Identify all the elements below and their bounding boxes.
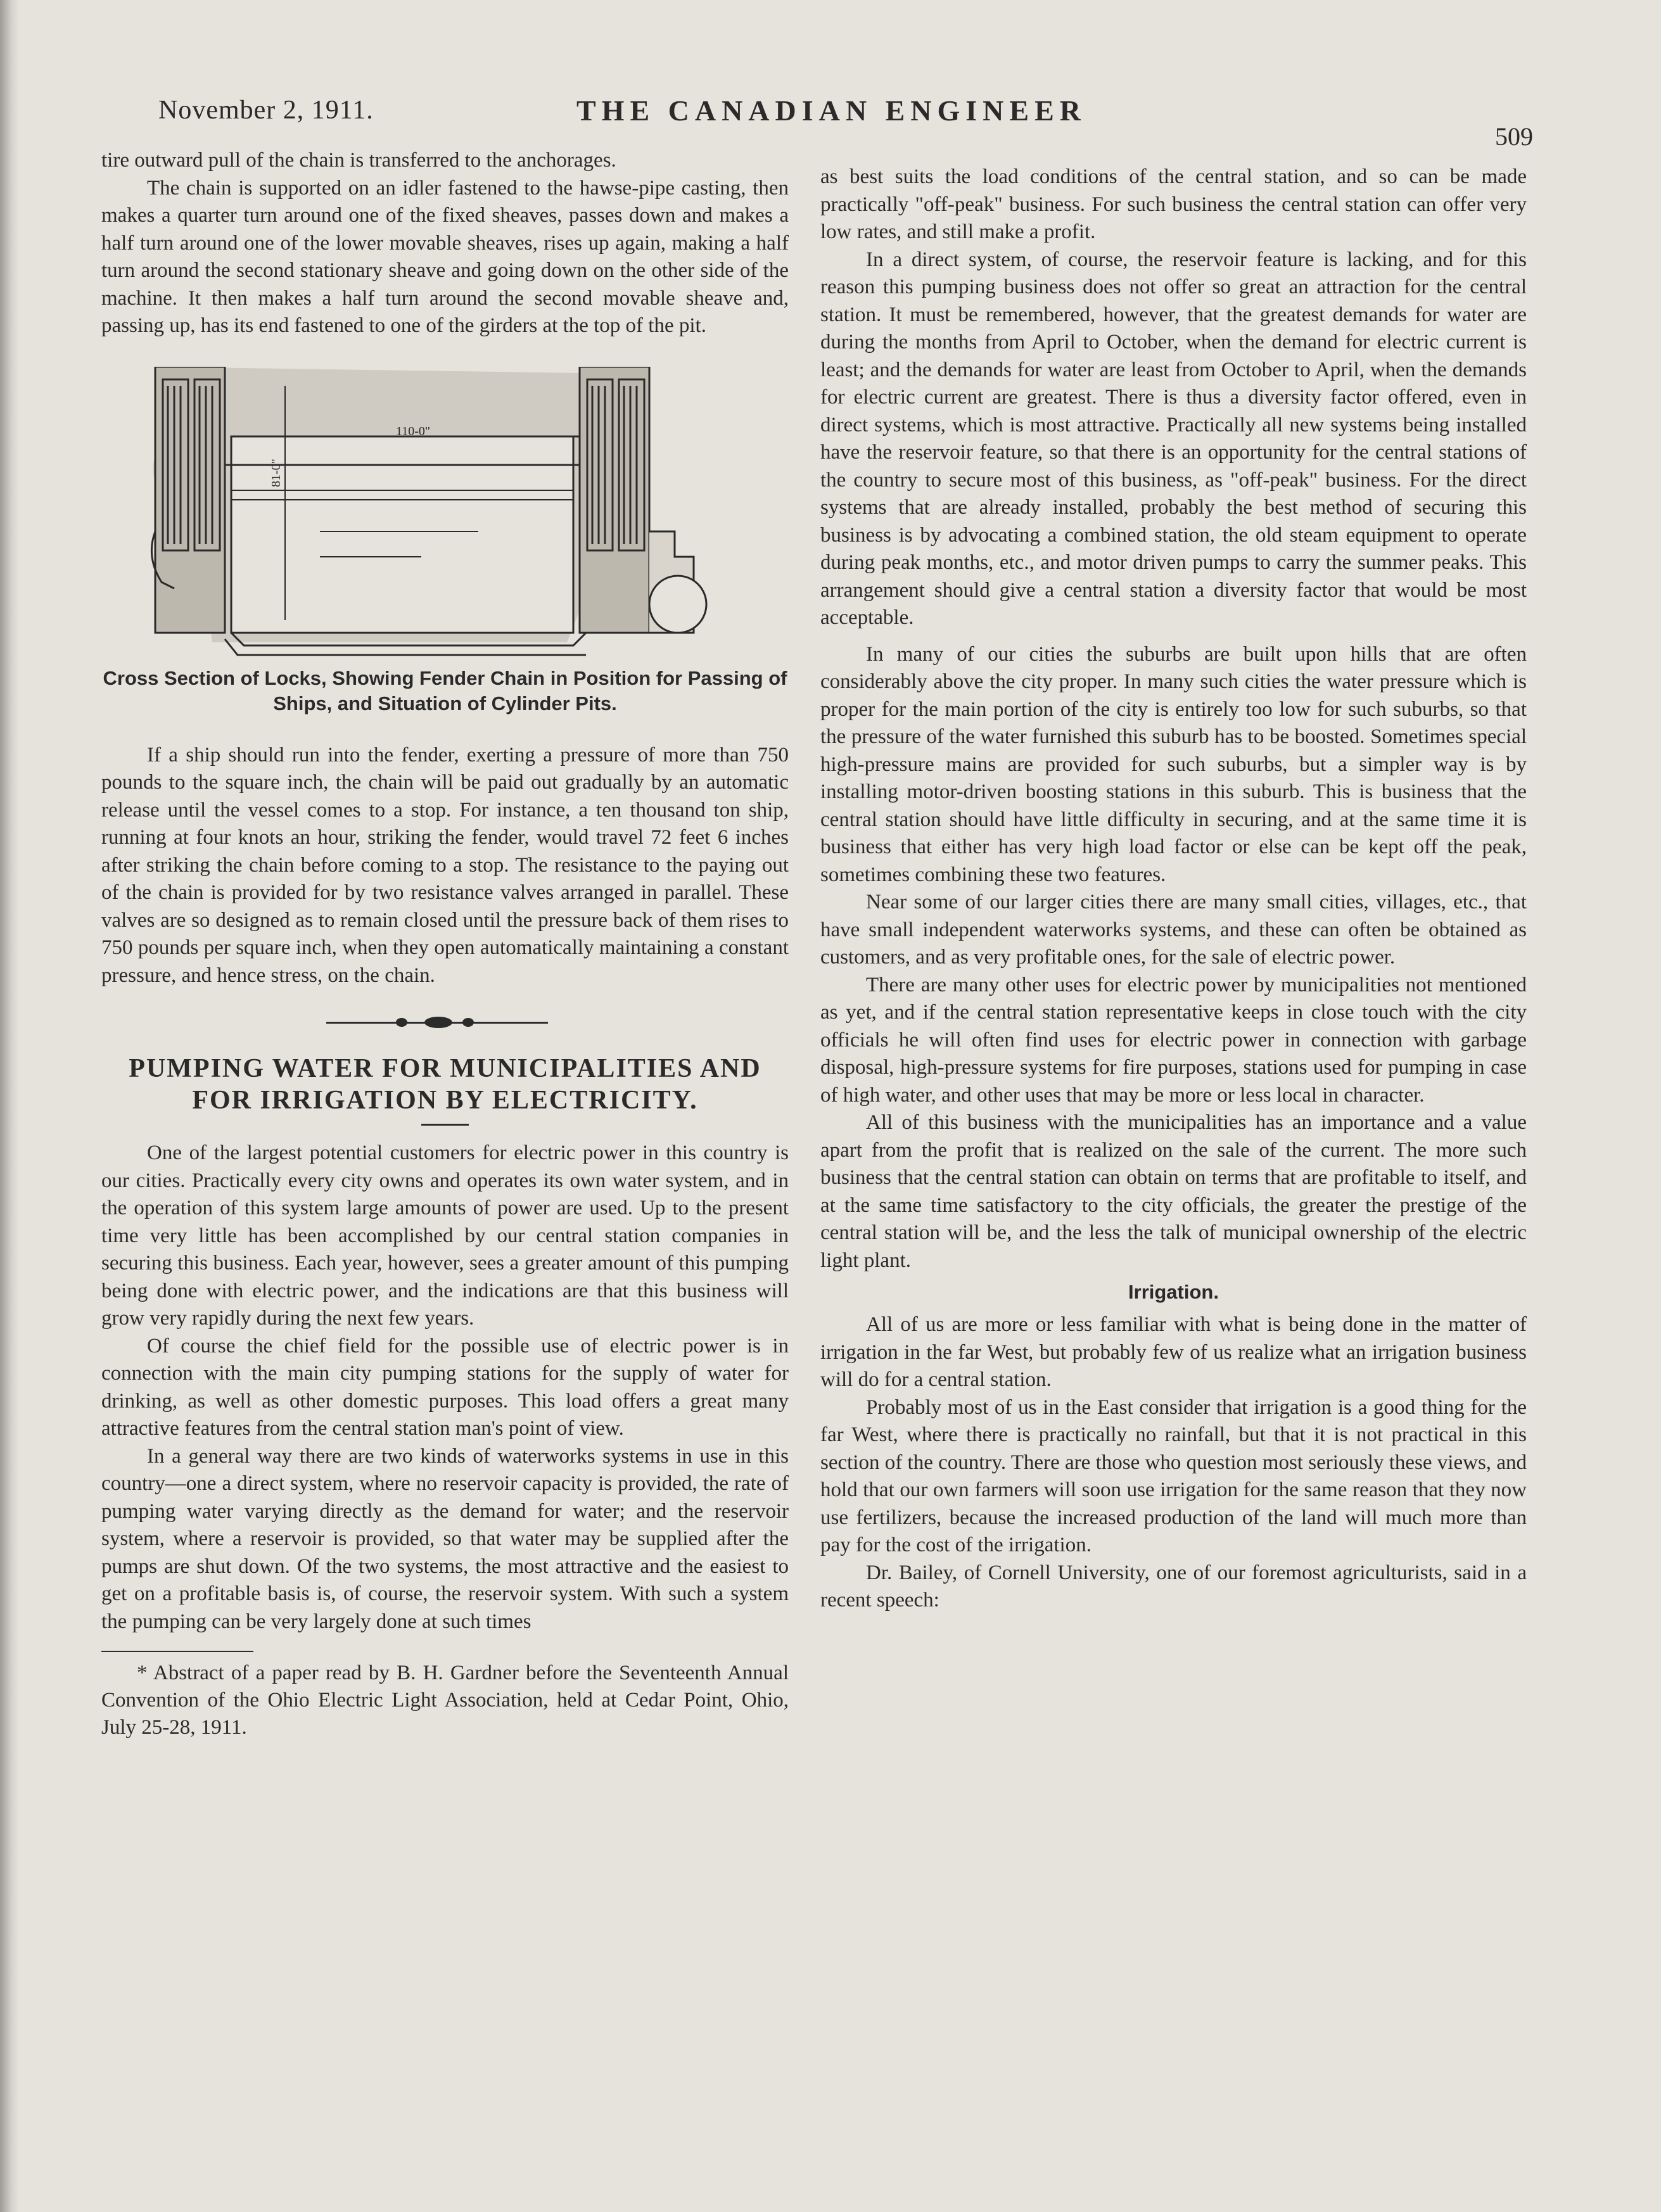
- width-dimension-label: 110-0": [396, 424, 431, 438]
- paragraph: If a ship should run into the fender, exerting a pressure of more than 750 pounds to the square inch, the chain will be paid out gradually by an automatic release until the vessel comes to a stop. For instance, a ten thousand ton ship, running at four knots an hour, striking the fender, would travel 72 feet 6 inches after striking the chain before coming to a stop. The resistance to the paying out of the chain is provided for by two resistance valves arranged in parallel. These valves are so designed as to remain closed until the pressure back of them rises to 750 pounds per square inch, when they open automatically maintaining a constant pressure, and hence stress, on the chain.: [101, 743, 789, 987]
- paragraph: The chain is supported on an idler fastened to the hawse-pipe casting, then makes a quarter turn around one of the fixed sheaves, passes down and makes a half turn around one of the lower movable sheaves, rises up again, making a half turn around the second stationary sheave and going down on the other side of the machine. It then makes a half turn around the second movable sheave and, passing up, has its end fastened to one of the girders at the top of the pit.: [101, 176, 789, 337]
- figure-caption: Cross Section of Locks, Showing Fender Chain in Position for Passing of Ships, and Situation of Cylinder Pits.: [103, 666, 787, 715]
- paragraph: Of course the chief field for the possible use of electric power is in connection with the main city pumping stations for the supply of water for drinking, as well as other domestic purposes. This load offers a great many attractive features from the central station man's point of view.: [101, 1334, 789, 1440]
- paragraph: All of us are more or less familiar with what is being done in the matter of irrigation in the far West, but probably few of us realize what an irrigation business will do for a central station.: [820, 1313, 1527, 1391]
- section-ornament: [101, 1010, 789, 1035]
- running-header: [158, 94, 1533, 151]
- paragraph: All of this business with the municipalities has an importance and a value apart from the profit that is realized on the sale of the current. The more such business that the central station can obtain on terms that are profitable to itself, and at the same time satisfactory to the city officials, the greater the prestige of the central station will be, and the less the talk of municipal ownership of the electric light plant.: [820, 1111, 1527, 1272]
- paragraph: In a general way there are two kinds of waterworks systems in use in this country—one a direct system, where no reservoir capacity is provided, the rate of pumping water varying directly as the demand for water; and the reservoir system, where a reservoir is provided, so that water may be supplied after the pumps are shut down. Of the two systems, the most attractive and the easiest to get on a profitable basis is, of course, the reservoir system. With such a system the pumping can be very largely done at such times: [101, 1444, 789, 1633]
- header-date: November 2, 1911.: [158, 96, 374, 125]
- article-headline: PUMPING WATER FOR MUNICIPALITIES AND FOR IRRIGATION BY ELECTRICITY.: [129, 1054, 761, 1115]
- left-column: [101, 147, 789, 1741]
- headline-rule: [421, 1124, 469, 1126]
- right-column: [820, 163, 1527, 1615]
- lock-cross-section-drawing: [149, 367, 789, 658]
- footnote-rule: [101, 1651, 253, 1652]
- section-subheading: Irrigation.: [1128, 1281, 1219, 1303]
- paragraph: as best suits the load conditions of the central station, and so can be made practically "off-peak" business. For such business the central station can offer very low rates, and still make a profit.: [820, 165, 1527, 243]
- paragraph: There are many other uses for electric power by municipalities not mentioned as yet, and if the central station representative keeps in close touch with the city officials he will often find uses for electric power in connection with garbage disposal, high-pressure systems for fire purposes, stations used for pumping in case of high water, and other uses that may be more or less local in character.: [820, 973, 1527, 1107]
- paragraph: One of the largest potential customers for electric power in this country is our cities. Practically every city owns and operates its own water system, and in the operation of this system large amounts of power are used. Up to the present time very little has been accomplished by our central station companies in securing this business. Each year, however, sees a greater amount of this pumping being done with electric power, and the indications are that this business will grow very rapidly during the next few years.: [101, 1141, 789, 1330]
- paragraph: In a direct system, of course, the reservoir feature is lacking, and for this reason this pumping business does not offer so great an attraction for the central station. It must be remembered, however, that the greatest demands for water are during the months from April to October, when the demand for electric current is least; and the demands for water are least from October to April, when the demands for electric current are greatest. There is thus a diversity factor offered, even in direct systems, which is most attractive. Practically all new systems being installed have the reservoir feature, so that there is an opportunity for the central stations of the country to secure most of this business, as "off-peak" business. For the direct systems that are already installed, probably the best method of securing this business is by advocating a combined station, the old steam equipment to operate during peak months, etc., and motor driven pumps to carry the summer peaks. This arrangement should give a central station a diversity factor that would be most acceptable.: [820, 248, 1527, 629]
- journal-title: THE CANADIAN ENGINEER: [576, 94, 1086, 127]
- page-binding-edge: [0, 0, 19, 2212]
- paragraph: tire outward pull of the chain is transferred to the anchorages.: [101, 149, 616, 172]
- footnote: * Abstract of a paper read by B. H. Gardner before the Seventeenth Annual Convention of the Ohio Electric Light Association, held at Cedar Point, Ohio, July 25-28, 1911.: [101, 1662, 789, 1739]
- lock-cross-section-figure: [149, 367, 789, 658]
- paragraph: Near some of our larger cities there are many small cities, villages, etc., that have small independent waterworks systems, and these can often be obtained as customers, and as very profitable ones, for the sale of electric power.: [820, 891, 1527, 969]
- depth-dimension-label: 81-0": [269, 458, 283, 487]
- paragraph: Dr. Bailey, of Cornell University, one of our foremost agriculturists, said in a recent speech:: [820, 1561, 1527, 1611]
- page-number: 509: [1495, 122, 1533, 151]
- paragraph: In many of our cities the suburbs are built upon hills that are often considerably above the city proper. In many such cities the water pressure which is proper for the main portion of the city is entirely too low for such suburbs, so that the pressure of the water furnished this suburb has to be boosted. Sometimes special high-pressure mains are provided for such suburbs, but a simpler way is by installing motor-driven boosting stations in this suburb. This is business that the central station should have little difficulty in securing, and at the same time it is business that either has very high load factor or else can be kept off the peak, sometimes combining these two features.: [820, 642, 1527, 886]
- paragraph: Probably most of us in the East consider that irrigation is a good thing for the far West, where there is practically no rainfall, but that it is not practical in this section of the country. There are those who question most seriously these views, and hold that our own farmers will soon use irrigation for the same reason that they now use fertilizers, because the increased production of the land will much more than pay for the cost of the irrigation.: [820, 1395, 1527, 1556]
